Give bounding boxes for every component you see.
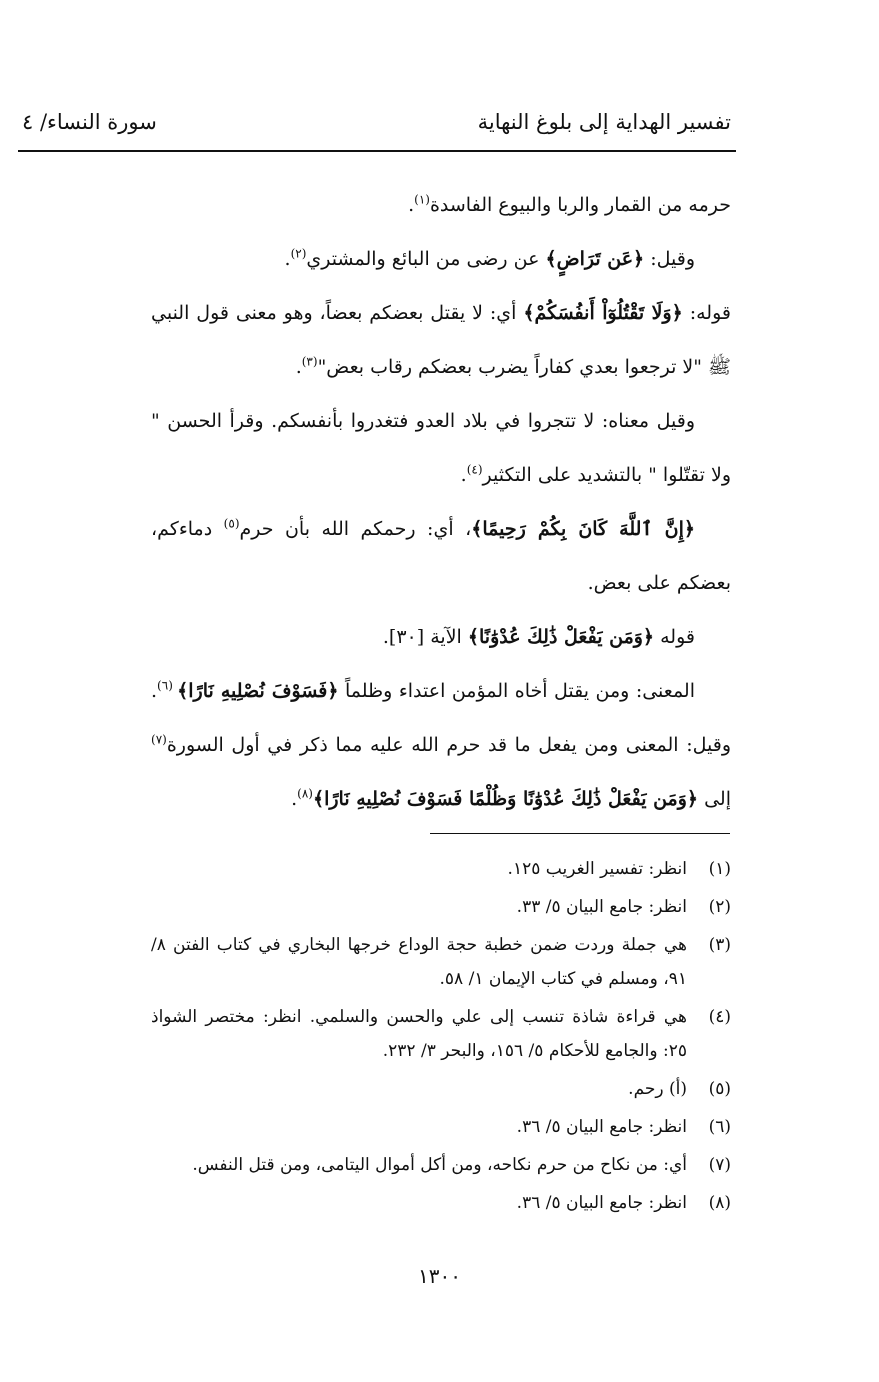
- footnote-text: (أ) رحم.: [628, 1079, 687, 1099]
- footnote-text: هي جملة وردت ضمن خطبة حجة الوداع خرجها البخاري في كتاب الفتن ٨/ ٩١، ومسلم في كتاب الإيمان ١/ ٥٨.: [151, 935, 687, 989]
- footnote-ref: (٨): [297, 786, 313, 801]
- footnote-text: انظر: جامع البيان ٥/ ٣٦.: [516, 1193, 687, 1213]
- footnote-item: [151, 1000, 731, 1068]
- footnote-text: انظر: جامع البيان ٥/ ٣٦.: [516, 1117, 687, 1137]
- footnote-ref: (١): [414, 192, 430, 207]
- footnote-number: (٤): [708, 1007, 731, 1027]
- paragraph-2: وقيل: ﴿عَن تَرَاضٍ﴾ عن رضى من البائع والمشتري$^{(٢)}$.: [284, 246, 695, 270]
- footnote-ref: (٦): [157, 678, 178, 693]
- page-number: ١٣٠٠: [418, 1264, 461, 1288]
- running-head-section: سورة النساء/ ٤: [22, 110, 157, 134]
- footnote-divider: [430, 833, 730, 834]
- footnote-ref: (٧): [151, 732, 167, 747]
- running-head-title: تفسير الهداية إلى بلوغ النهاية: [477, 110, 731, 134]
- footnote-item: [151, 852, 731, 886]
- header-divider: [18, 150, 736, 152]
- quran-quote: ﴿فَسَوْفَ نُصْلِيهِ نَارًا﴾: [177, 680, 339, 702]
- footnote-text: انظر: جامع البيان ٥/ ٣٣.: [516, 897, 687, 917]
- paragraph-6: قوله ﴿وَمَن يَفْعَلْ ذَٰلِكَ عُدْوَٰنًا﴾ الآية [٣٠].: [382, 626, 695, 648]
- footnote-number: (٦): [708, 1117, 731, 1137]
- footnote-ref: (٢): [290, 246, 307, 261]
- footnote-text: انظر: تفسير الغريب ١٢٥.: [507, 859, 687, 879]
- footnote-ref: (٤): [466, 462, 483, 477]
- paragraph-7: المعنى: ومن يقتل أخاه المؤمن اعتداء وظلماً ﴿فَسَوْفَ نُصْلِيهِ نَارًا﴾ $^{(٦)}$. وقيل: المعنى ومن يفعل ما قد حرم الله عليه مما ذكر في أول السورة$^{(٧)}$ إلى ﴿وَمَن يَفْعَلْ ذَٰلِكَ عُدْوَٰنًا وَظُلْمًا فَسَوْفَ نُصْلِيهِ نَارًا﴾$^{(٨)}$.: [151, 678, 731, 810]
- footnote-number: (٨): [708, 1193, 731, 1213]
- footnote-ref: (٥): [223, 516, 240, 531]
- paragraph-4: وقيل معناه: لا تتجروا في بلاد العدو فتغدروا بأنفسكم. وقرأ الحسن " ولا تقتّلوا " بالتشديد على التكثير$^{(٤)}$.: [151, 410, 731, 486]
- quran-quote: ﴿وَمَن يَفْعَلْ ذَٰلِكَ عُدْوَٰنًا﴾: [467, 626, 655, 648]
- quran-quote: ﴿وَمَن يَفْعَلْ ذَٰلِكَ عُدْوَٰنًا وَظُلْمًا فَسَوْفَ نُصْلِيهِ نَارًا﴾: [312, 788, 699, 810]
- paragraph-3: قوله: ﴿وَلَا تَقْتُلُوٓاْ أَنفُسَكُمْ﴾ أي: لا يقتل بعضكم بعضاً، وهو معنى قول النبي ﷺ "لا ترجعوا بعدي كفاراً يضرب بعضكم رقاب بعض"$^{(٣)}$.: [151, 302, 731, 378]
- footnote-text: أي: من نكاح من حرم نكاحه، ومن أكل أموال اليتامى، ومن قتل النفس.: [192, 1155, 687, 1175]
- footnote-item: [151, 1148, 731, 1182]
- quran-quote: ﴿عَن تَرَاضٍ﴾: [545, 248, 645, 270]
- footnote-number: (٥): [708, 1079, 731, 1099]
- footnote-ref: (٣): [301, 354, 318, 369]
- footnote-text: هي قراءة شاذة تنسب إلى علي والحسن والسلمي. انظر: مختصر الشواذ ٢٥: والجامع للأحكام ٥/ ١٥٦، والبحر ٣/ ٢٣٢.: [151, 1007, 687, 1061]
- paragraph-5: ﴿إِنَّ ٱللَّهَ كَانَ بِكُمْ رَحِيمًا﴾، أي: رحمكم الله بأن حرم$^{(٥)}$ دماءكم، بعضكم على بعض.: [151, 516, 731, 594]
- footnote-number: (٣): [708, 935, 731, 955]
- footnote-number: (٢): [708, 897, 731, 917]
- footnote-item: [151, 1110, 731, 1144]
- footnote-item: [151, 928, 731, 996]
- footnote-number: (٧): [708, 1155, 731, 1175]
- footnotes: [151, 852, 731, 1224]
- paragraph-1: حرمه من القمار والربا والبيوع الفاسدة$^{(١)}$.: [408, 192, 731, 216]
- main-text: [151, 178, 731, 826]
- footnote-item: [151, 1186, 731, 1220]
- footnote-item: [151, 890, 731, 924]
- footnote-number: (١): [708, 859, 731, 879]
- footnote-item: [151, 1072, 731, 1106]
- quran-quote: ﴿وَلَا تَقْتُلُوٓاْ أَنفُسَكُمْ﴾: [523, 302, 683, 324]
- quran-quote: ﴿إِنَّ ٱللَّهَ كَانَ بِكُمْ رَحِيمًا﴾: [471, 518, 695, 540]
